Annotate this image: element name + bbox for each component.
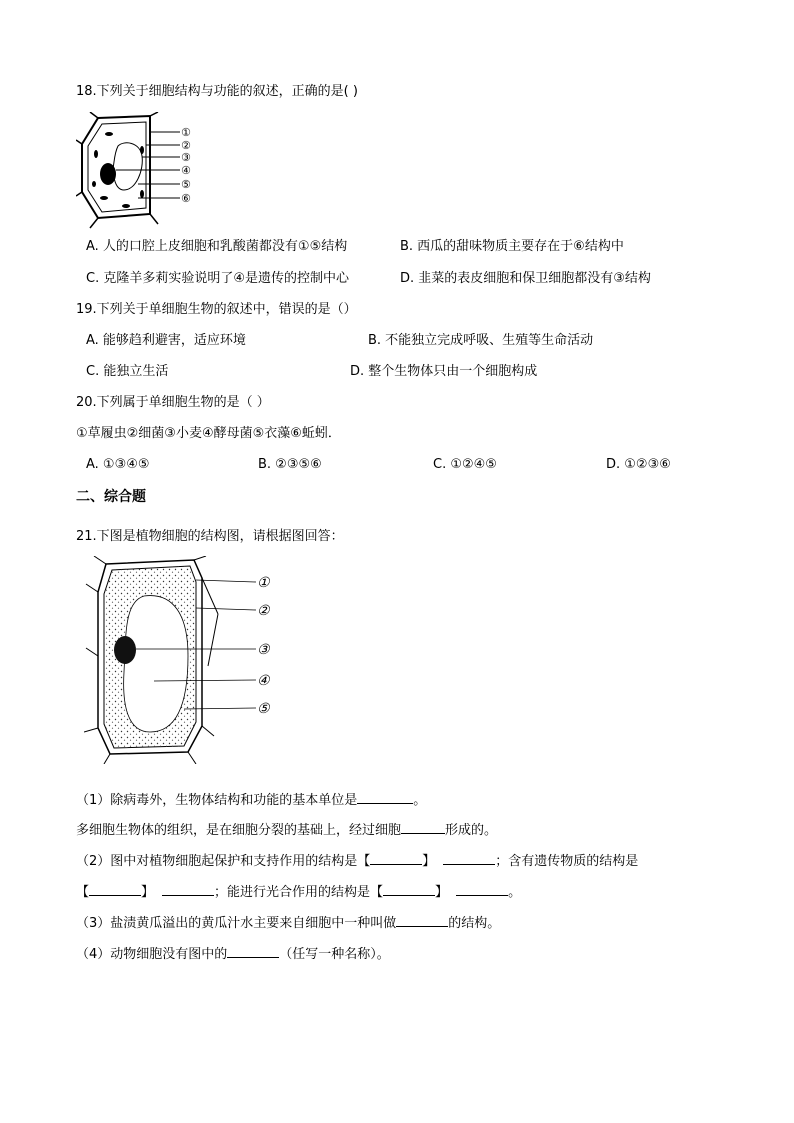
q21-part3: （3）盐渍黄瓜溢出的黄瓜汁水主要来自细胞中一种叫做 的结构。: [76, 912, 500, 933]
q21-label-1: ①: [257, 575, 270, 591]
q21-stem: 21.下图是植物细胞的结构图，请根据图回答：: [76, 529, 344, 544]
answer-blank[interactable]: [443, 850, 495, 865]
q18-option-d: D. 韭菜的表皮细胞和保卫细胞都没有③结构: [400, 271, 651, 286]
q19-option-d: D. 整个生物体只由一个细胞构成: [350, 364, 538, 379]
q19-stem: 19.下列关于单细胞生物的叙述中，错误的是（）: [76, 302, 357, 317]
q21-part1-line2: 多细胞生物体的组织，是在细胞分裂的基础上，经过细胞 形成的。: [76, 819, 497, 840]
q21-part2-line1: （2）图中对植物细胞起保护和支持作用的结构是【 】 ；含有遗传物质的结构是: [76, 850, 638, 871]
q21-label-3: ③: [257, 642, 270, 658]
answer-blank[interactable]: [396, 912, 448, 927]
section-title: 二、综合题: [76, 489, 146, 505]
q20-option-b: B. ②③⑤⑥: [258, 457, 322, 472]
q18-option-c: C. 克隆羊多莉实验说明了④是遗传的控制中心: [86, 271, 349, 286]
q20-stem: 20.下列属于单细胞生物的是（ ）: [76, 395, 270, 410]
q21-part2-line2: 【 】 ；能进行光合作用的结构是【 】 。: [76, 881, 521, 902]
q21-label-2: ②: [257, 603, 270, 619]
q18-label-4: ④: [181, 164, 191, 177]
q21-cell-diagram: [84, 556, 284, 764]
answer-blank[interactable]: [89, 881, 141, 896]
q20-items: ①草履虫②细菌③小麦④酵母菌⑤衣藻⑥蚯蚓．: [76, 426, 341, 441]
q18-label-6: ⑥: [181, 192, 191, 205]
q18-label-1: ①: [181, 126, 191, 139]
q19-option-c: C. 能独立生活: [86, 364, 169, 379]
answer-blank[interactable]: [383, 881, 435, 896]
q21-label-5: ⑤: [257, 701, 270, 717]
q18-label-2: ②: [181, 139, 191, 152]
q18-cell-diagram: [76, 112, 201, 230]
q19-option-b: B. 不能独立完成呼吸、生殖等生命活动: [368, 333, 594, 348]
q21-part4: （4）动物细胞没有图中的 （任写一种名称）。: [76, 943, 390, 964]
q18-label-3: ③: [181, 151, 191, 164]
q19-option-a: A. 能够趋利避害，适应环境: [86, 333, 246, 348]
answer-blank[interactable]: [401, 819, 445, 834]
q20-option-c: C. ①②④⑤: [433, 457, 497, 472]
answer-blank[interactable]: [456, 881, 508, 896]
q18-option-b: B. 西瓜的甜味物质主要存在于⑥结构中: [400, 239, 624, 254]
q18-option-a: A. 人的口腔上皮细胞和乳酸菌都没有①⑤结构: [86, 239, 348, 254]
answer-blank[interactable]: [357, 789, 413, 804]
answer-blank[interactable]: [227, 943, 279, 958]
q18-stem: 18.下列关于细胞结构与功能的叙述，正确的是( ): [76, 84, 358, 99]
answer-blank[interactable]: [162, 881, 214, 896]
q20-option-a: A. ①③④⑤: [86, 457, 150, 472]
q21-part1-line1: （1）除病毒外，生物体结构和功能的基本单位是 。: [76, 789, 426, 810]
q20-option-d: D. ①②③⑥: [606, 457, 671, 472]
q21-label-4: ④: [257, 673, 270, 689]
answer-blank[interactable]: [370, 850, 422, 865]
q18-label-5: ⑤: [181, 178, 191, 191]
